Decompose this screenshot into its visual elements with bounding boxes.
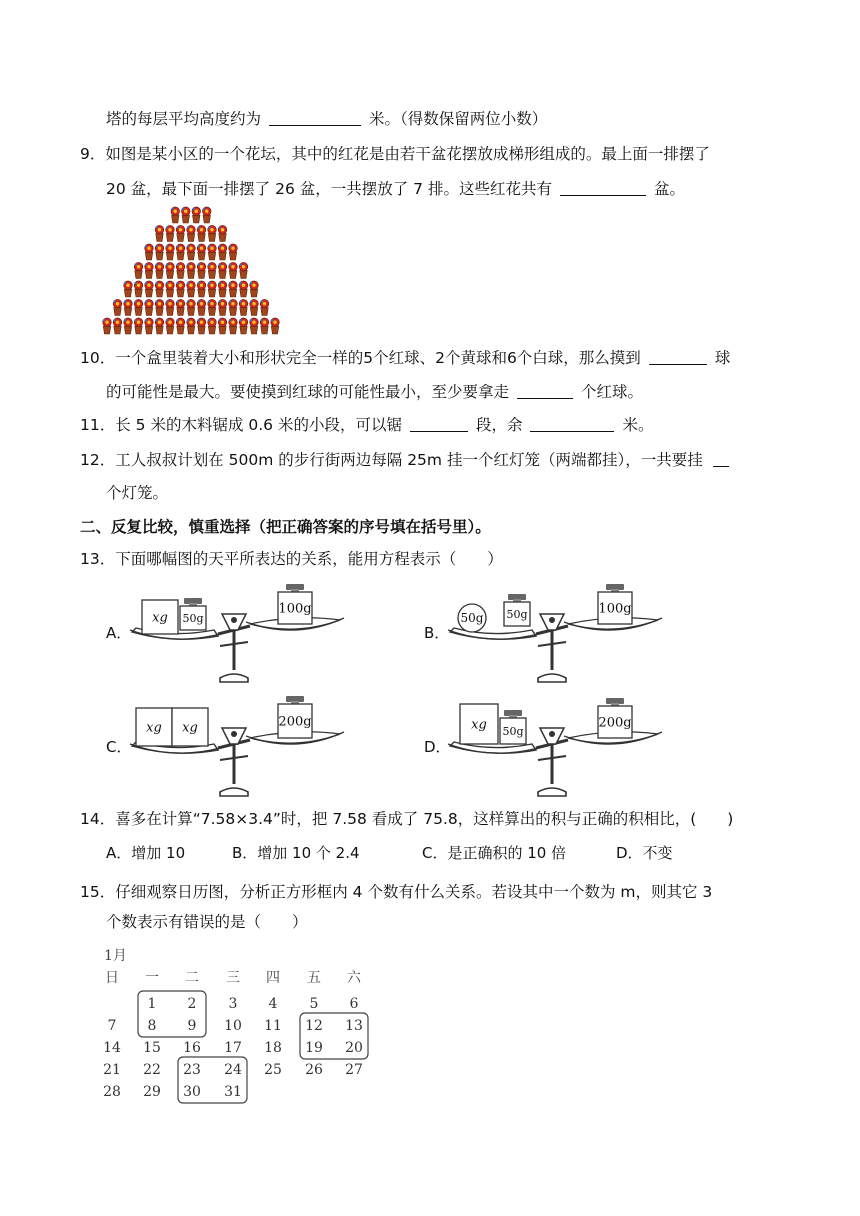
flower-pot-icon (208, 244, 217, 260)
svg-text:xg: xg (152, 610, 168, 626)
balance-stand (218, 614, 250, 682)
q14-option-a[interactable]: A．增加 10 (106, 844, 186, 862)
flower-pot-icon (202, 207, 211, 223)
q10-answer-blank-2[interactable] (517, 383, 573, 399)
flower-pot-icon (239, 318, 248, 334)
calendar-day: 25 (264, 1062, 282, 1078)
svg-text:50g: 50g (506, 607, 528, 621)
calendar-day: 2 (187, 996, 197, 1012)
flower-pot-icon (197, 262, 206, 278)
left-pan (448, 628, 538, 639)
q8-text-pre: 塔的每层平均高度约为 (106, 110, 262, 128)
q9-line1: 9．如图是某小区的一个花坛，其中的红花是由若干盆花摆放成梯形组成的。最上面一排摆了 (80, 145, 710, 163)
flower-pot-icon (260, 299, 269, 315)
q13-balance-a (126, 574, 346, 686)
calendar-day: 29 (143, 1084, 161, 1100)
q8-text-post: 米。（得数保留两位小数） (369, 110, 548, 128)
q14-option-d[interactable]: D．不变 (616, 844, 673, 862)
flower-pot-icon (239, 299, 248, 315)
flower-pot-icon (166, 225, 175, 241)
flower-pot-icon (176, 299, 185, 315)
calendar-day: 18 (264, 1040, 282, 1056)
calendar-day: 28 (103, 1084, 121, 1100)
svg-text:100g: 100g (598, 601, 632, 617)
balance-stand (536, 728, 568, 796)
flower-pot-icon (197, 281, 206, 297)
q12-line2: 个灯笼。 (106, 484, 169, 502)
flower-pot-icon (218, 318, 227, 334)
q10-line1 (80, 347, 730, 369)
unknown-weight-box (142, 600, 178, 634)
calendar-day: 3 (228, 996, 238, 1012)
q12-text: 12．工人叔叔计划在 500m 的步行街两边每隔 25m 挂一个红灯笼（两端都挂），一共要挂 (80, 451, 703, 469)
q15-line1: 15．仔细观察日历图，分析正方形框内 4 个数有什么关系。若设其中一个数为 m，则其它 3 (80, 883, 713, 901)
svg-text:50g: 50g (502, 724, 524, 738)
flower-pot-icon (208, 262, 217, 278)
flower-pot-icon (197, 318, 206, 334)
calendar-weekday: 三 (226, 970, 240, 986)
flower-pot-icon (113, 318, 122, 334)
q11-text-pre: 11．长 5 米的木料锯成 0.6 米的小段，可以锯 (80, 416, 402, 434)
calendar-day: 6 (349, 996, 359, 1012)
flower-pot-icon (197, 225, 206, 241)
flower-pot-icon (176, 281, 185, 297)
calendar-image (100, 944, 370, 1106)
weight-200g (278, 696, 312, 738)
flower-pot-icon (166, 318, 175, 334)
q8-continuation (106, 108, 547, 130)
weight-100g (278, 584, 312, 624)
q13-balance-c (126, 688, 346, 800)
calendar-day: 5 (309, 996, 319, 1012)
flower-pot-icon (192, 207, 201, 223)
q10-text-post: 球 (714, 349, 731, 367)
balance-stand (218, 728, 250, 796)
svg-text:xg: xg (471, 717, 487, 733)
flower-pot-icon (155, 262, 164, 278)
flower-pot-icon (187, 244, 196, 260)
flower-pot-icon (187, 299, 196, 315)
flower-pot-icon (113, 299, 122, 315)
q9-line2 (106, 178, 685, 200)
flower-pot-icon (134, 262, 143, 278)
flower-pot-icon (134, 299, 143, 315)
flower-pot-icon (134, 318, 143, 334)
unknown-weight-box-1 (136, 708, 172, 746)
svg-text:200g: 200g (598, 715, 632, 731)
calendar-day: 27 (345, 1062, 363, 1078)
flower-pot-icon (271, 318, 280, 334)
q13-balance-b (444, 574, 664, 686)
svg-text:50g: 50g (460, 611, 484, 625)
flower-pot-icon (229, 318, 238, 334)
section-2-heading: 二、反复比较，慎重选择（把正确答案的序号填在括号里）。 (80, 518, 491, 536)
flower-pot-icon (176, 318, 185, 334)
balance-stand (536, 614, 568, 682)
calendar-day: 16 (183, 1040, 201, 1056)
q9-answer-blank[interactable] (560, 180, 646, 196)
flower-pot-icon (145, 262, 154, 278)
calendar-day: 17 (224, 1040, 242, 1056)
flower-pot-icon (218, 225, 227, 241)
q12-line1 (80, 449, 737, 471)
flower-pot-icon (124, 299, 133, 315)
flower-pot-icon (155, 244, 164, 260)
flower-trapezoid-image (96, 200, 286, 340)
calendar-day: 1 (147, 996, 157, 1012)
q13-option-d-label[interactable]: D． (424, 738, 451, 756)
flower-pot-icon (239, 262, 248, 278)
q15-line2: 个数表示有错误的是（ ） (106, 913, 308, 931)
flower-pot-icon (208, 299, 217, 315)
weight-50g (504, 594, 530, 626)
svg-text:xg: xg (146, 720, 162, 736)
calendar-day: 8 (147, 1018, 157, 1034)
weight-100g (598, 584, 632, 624)
svg-text:200g: 200g (278, 714, 312, 730)
q13-option-c-label[interactable]: C． (106, 738, 132, 756)
flower-pot-icon (176, 225, 185, 241)
flower-pot-icon (176, 262, 185, 278)
flower-pot-icon (166, 299, 175, 315)
weight-200g (598, 698, 632, 738)
weight-50g (180, 598, 206, 630)
flower-pot-icon (208, 281, 217, 297)
q11-line (80, 414, 653, 436)
calendar-weekday: 日 (105, 970, 119, 986)
flower-pot-icon (103, 318, 112, 334)
calendar-day: 31 (224, 1084, 242, 1100)
flower-pot-icon (166, 281, 175, 297)
q11-answer-blank-2[interactable] (530, 416, 614, 432)
q13-option-b-label[interactable]: B． (424, 624, 450, 642)
unknown-weight-box-2 (172, 708, 208, 746)
flower-pot-icon (229, 262, 238, 278)
flower-pot-icon (155, 281, 164, 297)
flower-pot-icon (145, 281, 154, 297)
flower-pot-icon (250, 281, 259, 297)
flower-pot-icon (155, 299, 164, 315)
calendar-day: 15 (143, 1040, 161, 1056)
q10-text-post2: 个红球。 (581, 383, 644, 401)
flower-pot-icon (124, 281, 133, 297)
flower-pot-icon (166, 262, 175, 278)
flower-pot-icon (187, 281, 196, 297)
q14-stem: 14．喜多在计算“7.58×3.4”时，把 7.58 看成了 75.8，这样算出的积与正确的积相比，( ) (80, 810, 734, 828)
q8-answer-blank[interactable] (269, 110, 361, 126)
flower-pot-icon (187, 225, 196, 241)
calendar-day: 24 (224, 1062, 242, 1078)
calendar-day: 23 (183, 1062, 201, 1078)
flower-pot-icon (208, 318, 217, 334)
calendar-weekday: 一 (145, 970, 159, 986)
calendar-weekday: 五 (307, 970, 321, 986)
flower-pot-icon (134, 281, 143, 297)
q10-line2 (106, 381, 643, 403)
flower-pot-icon (197, 299, 206, 315)
flower-pot-icon (124, 318, 133, 334)
calendar-weekday: 四 (266, 970, 280, 986)
calendar-day: 12 (305, 1018, 323, 1034)
flower-pot-icon (166, 244, 175, 260)
flower-pot-icon (218, 262, 227, 278)
flower-pot-icon (187, 262, 196, 278)
calendar-day: 13 (345, 1018, 363, 1034)
flower-pot-icon (145, 299, 154, 315)
flower-pot-icon (208, 225, 217, 241)
weight-50g (500, 710, 526, 744)
calendar-day: 22 (143, 1062, 161, 1078)
q10-text-pre2: 的可能性是最大。要使摸到红球的可能性最小，至少要拿走 (106, 383, 510, 401)
flower-pot-icon (218, 299, 227, 315)
calendar-day: 9 (187, 1018, 197, 1034)
svg-text:50g: 50g (182, 611, 204, 625)
flower-pot-icon (155, 318, 164, 334)
q14-option-c[interactable]: C．是正确积的 10 倍 (422, 844, 567, 862)
flower-pot-icon (155, 225, 164, 241)
q12-answer-blank[interactable] (713, 451, 729, 467)
calendar-day: 4 (268, 996, 278, 1012)
q13-stem: 13．下面哪幅图的天平所表达的关系，能用方程表示（ ） (80, 550, 503, 568)
flower-pot-icon (260, 318, 269, 334)
flower-pot-icon (250, 299, 259, 315)
flower-pot-icon (181, 207, 190, 223)
calendar-day: 7 (107, 1018, 117, 1034)
q10-answer-blank-1[interactable] (649, 349, 707, 365)
q9-text-post: 盆。 (653, 180, 685, 198)
flower-pot-icon (145, 244, 154, 260)
q13-balance-d (444, 688, 664, 800)
flower-pot-icon (229, 281, 238, 297)
calendar-day: 20 (345, 1040, 363, 1056)
q11-answer-blank-1[interactable] (410, 416, 468, 432)
ball-50g (458, 604, 486, 632)
calendar-day: 10 (224, 1018, 242, 1034)
flower-pot-icon (145, 318, 154, 334)
calendar-day: 11 (264, 1018, 282, 1034)
calendar-day: 26 (305, 1062, 323, 1078)
calendar-weekday: 六 (347, 970, 361, 986)
q14-option-b[interactable]: B．增加 10 个 2.4 (232, 844, 360, 862)
q11-text-post: 米。 (622, 416, 654, 434)
flower-pot-icon (218, 244, 227, 260)
calendar-day: 14 (103, 1040, 121, 1056)
flower-pot-icon (250, 318, 259, 334)
calendar-day: 30 (183, 1084, 201, 1100)
q14-options (106, 842, 673, 863)
flower-pot-icon (218, 281, 227, 297)
flower-pot-icon (176, 244, 185, 260)
flower-pot-icon (229, 299, 238, 315)
flower-pot-icon (171, 207, 180, 223)
calendar-day: 19 (305, 1040, 323, 1056)
unknown-weight-box (460, 704, 498, 744)
calendar-weekday: 二 (185, 970, 199, 986)
svg-text:100g: 100g (278, 601, 312, 617)
svg-text:xg: xg (182, 720, 198, 736)
flower-pot-icon (197, 244, 206, 260)
calendar-day: 21 (103, 1062, 121, 1078)
calendar-month: 1月 (104, 948, 127, 964)
flower-pot-icon (239, 281, 248, 297)
flower-pot-icon (229, 244, 238, 260)
q10-text-pre: 10．一个盒里装着大小和形状完全一样的5个红球、2个黄球和6个白球，那么摸到 (80, 349, 641, 367)
flower-pot-icon (187, 318, 196, 334)
q9-text-pre: 20 盆，最下面一排摆了 26 盆，一共摆放了 7 排。这些红花共有 (106, 180, 552, 198)
q13-option-a-label[interactable]: A． (106, 624, 132, 642)
q11-text-mid: 段，余 (475, 416, 523, 434)
